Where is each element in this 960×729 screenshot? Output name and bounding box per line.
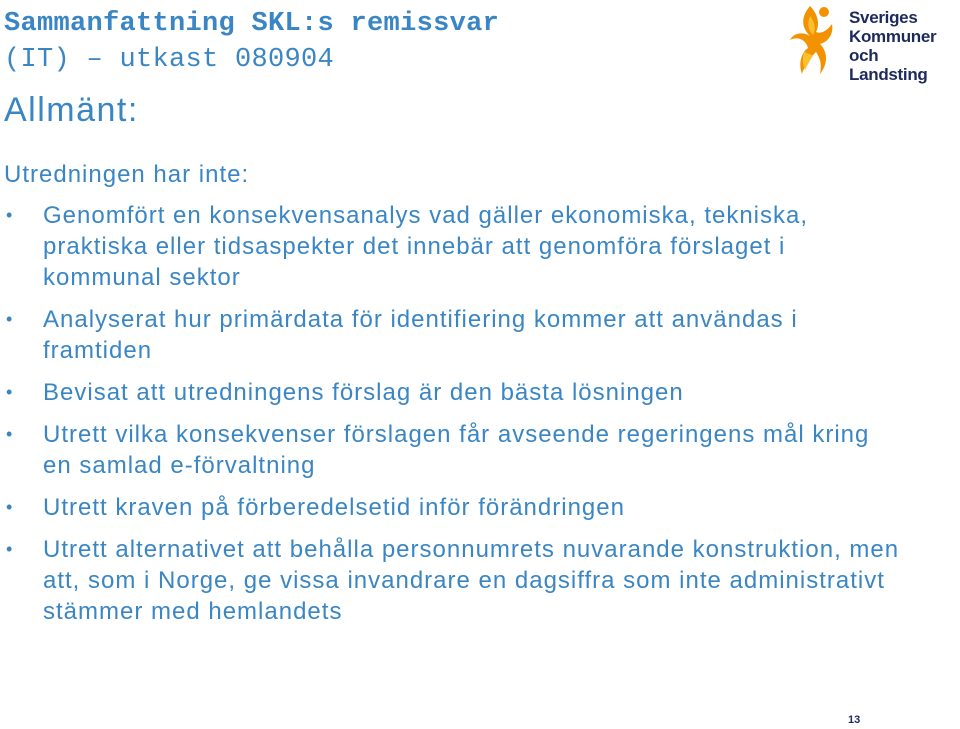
bullet-text: Utrett vilka konsekvenser förslagen får avseende regeringens mål kring en samlad e-förvaltning [43,421,870,479]
logo-line-3: och Landsting [849,46,928,84]
title-line-1: Sammanfattning SKL:s remissvar [4,9,500,39]
bullet-icon: • [6,424,14,444]
bullet-icon: • [6,309,14,329]
bullet-text: Utrett alternativet att behålla personnumrets nuvarande konstruktion, men att, som i Norge, ge vissa invandrare en dagsiffra som inte administrativt stämmer med hemlandets [43,536,900,625]
logo-wordmark [849,8,960,84]
bullet-text: Bevisat att utredningens förslag är den bästa lösningen [43,379,684,406]
bullet-item [0,200,900,293]
bullet-icon: • [6,497,14,517]
bullet-item [0,492,900,523]
skl-flame-logo-icon [780,2,846,78]
intro-text: Utredningen har inte: [4,161,250,188]
logo-line-1: Sveriges [849,8,918,27]
bullet-item [0,534,900,627]
bullet-icon: • [6,205,14,225]
logo-line-2: Kommuner [849,27,937,46]
bullet-item [0,304,900,366]
bullet-text: Genomfört en konsekvensanalys vad gäller ekonomiska, tekniska, praktiska eller tidsaspekter det innebär att genomföra förslaget i kommunal sektor [43,202,809,291]
bullet-text: Analyserat hur primärdata för identifiering kommer att användas i framtiden [43,306,798,364]
slide-title [4,6,499,78]
bullet-icon: • [6,539,14,559]
bullet-item [0,377,900,408]
bullet-list [0,200,900,638]
title-line-2: (IT) – utkast 080904 [4,45,335,75]
bullet-item [0,419,900,481]
skl-logo [780,2,960,84]
bullet-text: Utrett kraven på förberedelsetid inför förändringen [43,494,625,521]
page-number: 13 [848,714,861,726]
section-heading: Allmänt: [4,91,139,129]
bullet-icon: • [6,382,14,402]
